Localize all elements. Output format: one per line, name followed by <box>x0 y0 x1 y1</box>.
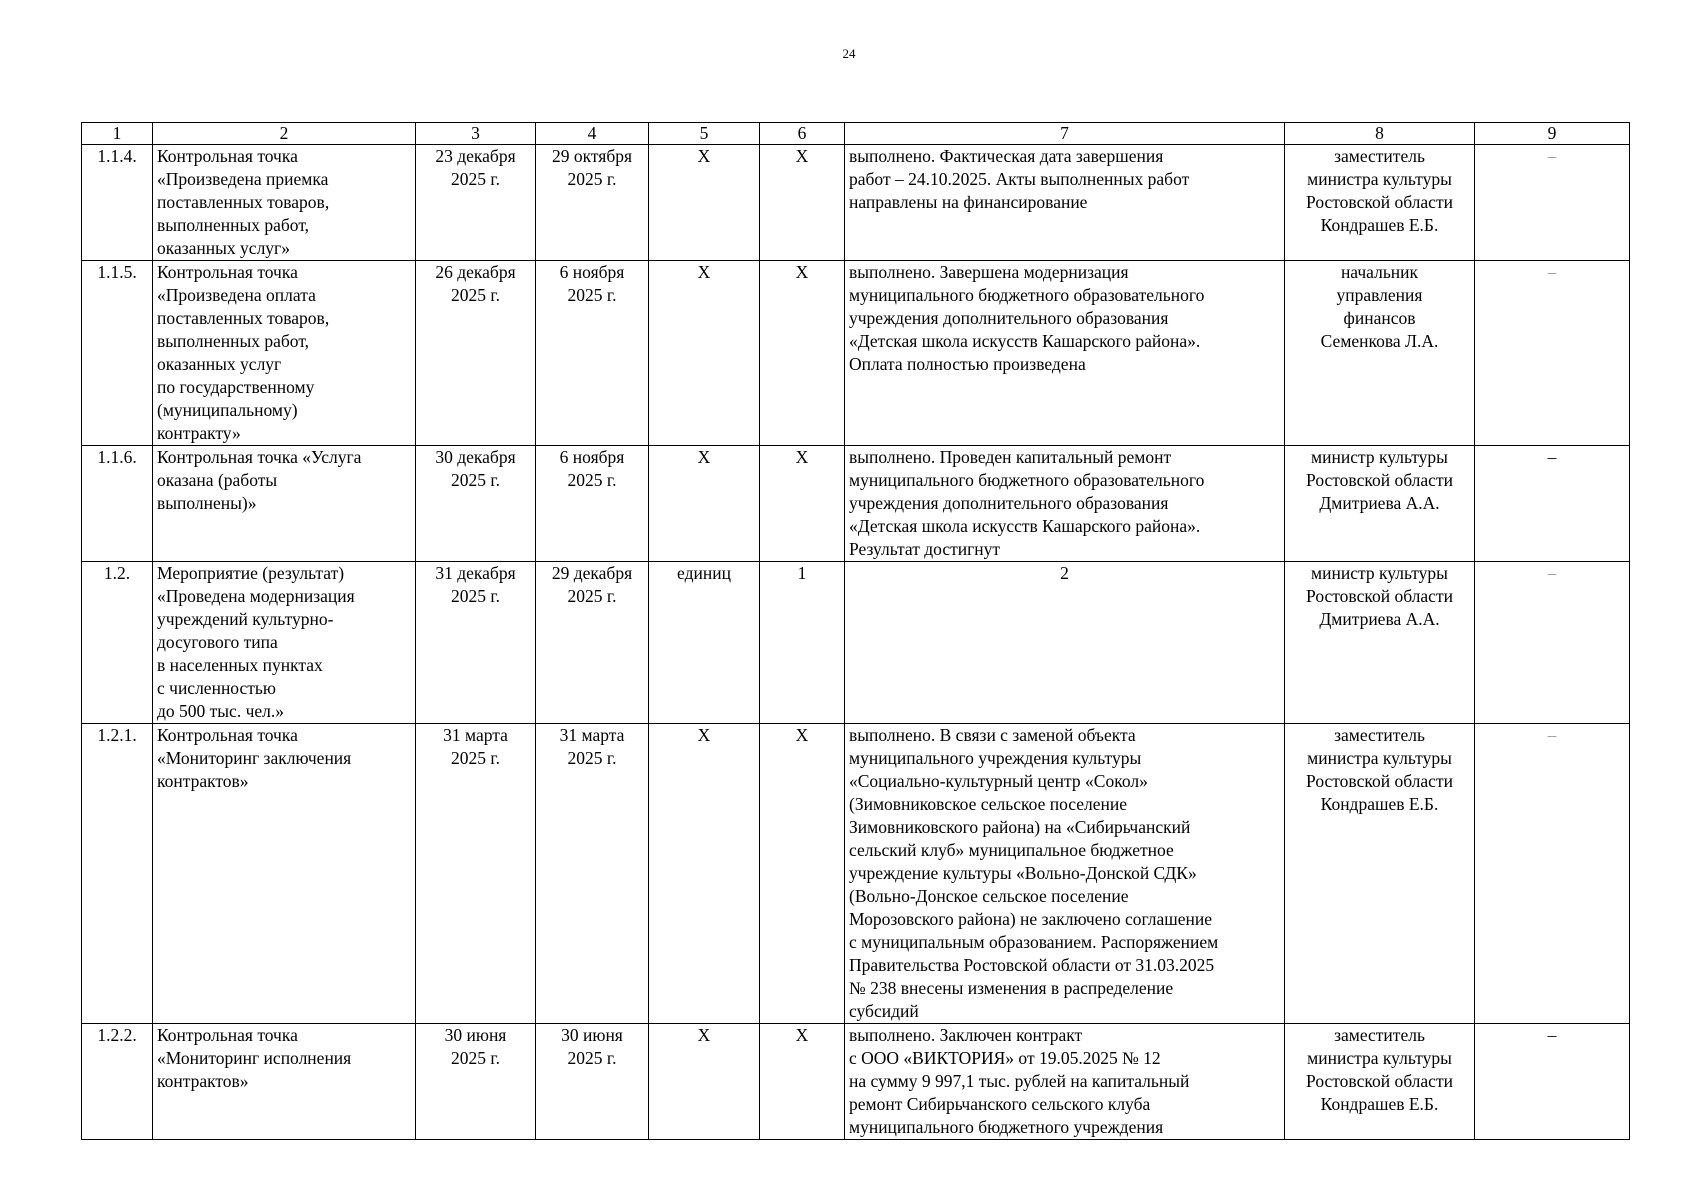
row-number: 1.1.4. <box>82 145 153 261</box>
value-cell: X <box>760 261 845 446</box>
actual-date: 30 июня 2025 г. <box>536 1024 649 1140</box>
value-cell: X <box>760 724 845 1024</box>
responsible-person: заместитель министра культуры Ростовской области Кондрашев Е.Б. <box>1285 145 1475 261</box>
responsible-person: заместитель министра культуры Ростовской области Кондрашев Е.Б. <box>1285 1024 1475 1140</box>
column-number: 4 <box>536 123 649 145</box>
responsible-person: министр культуры Ростовской области Дмитриева А.А. <box>1285 562 1475 724</box>
actual-date: 6 ноября 2025 г. <box>536 446 649 562</box>
item-name: Контрольная точка «Мониторинг заключения контрактов» <box>153 724 416 1024</box>
note-cell: – <box>1475 562 1630 724</box>
table-row <box>82 1024 1630 1140</box>
unit-cell: X <box>649 1024 760 1140</box>
column-number: 2 <box>153 123 416 145</box>
row-number: 1.1.6. <box>82 446 153 562</box>
actual-date: 6 ноября 2025 г. <box>536 261 649 446</box>
status-text: выполнено. Заключен контракт с ООО «ВИКТОРИЯ» от 19.05.2025 № 12 на сумму 9 997,1 тыс. рублей на капитальный ремонт Сибирьчанского сельского клуба муниципального бюджетного учреждения <box>845 1024 1285 1140</box>
planned-date: 31 марта 2025 г. <box>416 724 536 1024</box>
column-number: 9 <box>1475 123 1630 145</box>
unit-cell: X <box>649 446 760 562</box>
unit-cell: X <box>649 261 760 446</box>
value-cell: X <box>760 145 845 261</box>
status-text: выполнено. Проведен капитальный ремонт муниципального бюджетного образовательного учреждения дополнительного образования «Детская школа искусств Кашарского района». Результат достигнут <box>845 446 1285 562</box>
column-number: 1 <box>82 123 153 145</box>
note-cell: – <box>1475 724 1630 1024</box>
value-cell: 1 <box>760 562 845 724</box>
status-text: выполнено. В связи с заменой объекта муниципального учреждения культуры «Социально-культурный центр «Сокол» (Зимовниковское сельское поселение Зимовниковского района) на «Сибирьчанский сельский клуб» муниципальное бюджетное учреждение культуры «Вольно-Донской СДК» (Вольно-Донское сельское поселение Морозовского района) не заключено соглашение с муниципальным образованием. Распоряжением Правительства Ростовской области от 31.03.2025 № 238 внесены изменения в распределение субсидий <box>845 724 1285 1024</box>
page-number: 24 <box>842 46 856 61</box>
note-cell: – <box>1475 446 1630 562</box>
table-row <box>82 145 1630 261</box>
unit-cell: единиц <box>649 562 760 724</box>
report-table <box>81 122 1630 1140</box>
value-cell: X <box>760 446 845 562</box>
status-text: выполнено. Завершена модернизация муниципального бюджетного образовательного учреждения дополнительного образования «Детская школа искусств Кашарского района». Оплата полностью произведена <box>845 261 1285 446</box>
column-number: 5 <box>649 123 760 145</box>
planned-date: 30 июня 2025 г. <box>416 1024 536 1140</box>
note-cell: – <box>1475 261 1630 446</box>
row-number: 1.1.5. <box>82 261 153 446</box>
planned-date: 30 декабря 2025 г. <box>416 446 536 562</box>
note-cell: – <box>1475 1024 1630 1140</box>
column-number: 7 <box>845 123 1285 145</box>
actual-date: 29 декабря 2025 г. <box>536 562 649 724</box>
row-number: 1.2.2. <box>82 1024 153 1140</box>
table-row <box>82 261 1630 446</box>
responsible-person: заместитель министра культуры Ростовской области Кондрашев Е.Б. <box>1285 724 1475 1024</box>
item-name: Контрольная точка «Произведена оплата поставленных товаров, выполненных работ, оказанных услуг по государственному (муниципальному) контракту» <box>153 261 416 446</box>
planned-date: 26 декабря 2025 г. <box>416 261 536 446</box>
status-text: 2 <box>845 562 1285 724</box>
row-number: 1.2.1. <box>82 724 153 1024</box>
unit-cell: X <box>649 724 760 1024</box>
item-name: Контрольная точка «Услуга оказана (работы выполнены)» <box>153 446 416 562</box>
actual-date: 31 марта 2025 г. <box>536 724 649 1024</box>
value-cell: X <box>760 1024 845 1140</box>
column-number-row <box>82 123 1630 145</box>
item-name: Контрольная точка «Произведена приемка поставленных товаров, выполненных работ, оказанных услуг» <box>153 145 416 261</box>
column-number: 8 <box>1285 123 1475 145</box>
column-number: 6 <box>760 123 845 145</box>
table-row <box>82 562 1630 724</box>
unit-cell: X <box>649 145 760 261</box>
item-name: Мероприятие (результат) «Проведена модернизация учреждений культурно- досугового типа в населенных пунктах с численностью до 500 тыс. чел.» <box>153 562 416 724</box>
planned-date: 31 декабря 2025 г. <box>416 562 536 724</box>
responsible-person: начальник управления финансов Семенкова Л.А. <box>1285 261 1475 446</box>
item-name: Контрольная точка «Мониторинг исполнения контрактов» <box>153 1024 416 1140</box>
planned-date: 23 декабря 2025 г. <box>416 145 536 261</box>
status-text: выполнено. Фактическая дата завершения работ – 24.10.2025. Акты выполненных работ направлены на финансирование <box>845 145 1285 261</box>
note-cell: – <box>1475 145 1630 261</box>
table-row <box>82 724 1630 1024</box>
responsible-person: министр культуры Ростовской области Дмитриева А.А. <box>1285 446 1475 562</box>
row-number: 1.2. <box>82 562 153 724</box>
column-number: 3 <box>416 123 536 145</box>
actual-date: 29 октября 2025 г. <box>536 145 649 261</box>
table-row <box>82 446 1630 562</box>
